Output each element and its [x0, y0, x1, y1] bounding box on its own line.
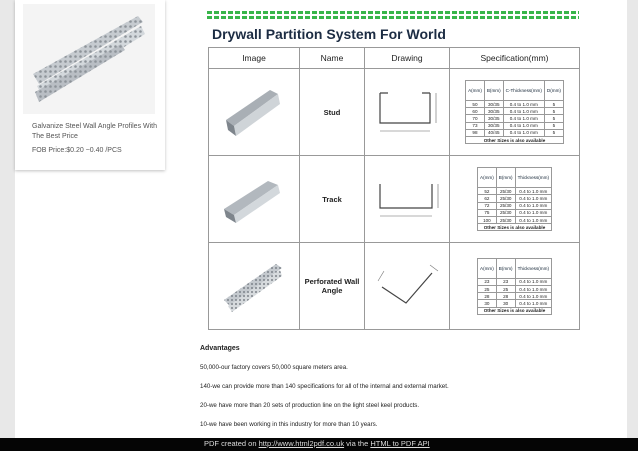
- spec-cell: 5: [544, 122, 563, 129]
- spec-note: Other Sizes is also available: [478, 307, 552, 314]
- spec-cell: 28: [478, 293, 497, 300]
- perforated-angle-icon: [218, 254, 290, 316]
- spec-cell: 25/30: [496, 188, 515, 195]
- product-price: FOB Price:$0.20 ~0.40 /PCS: [32, 147, 122, 154]
- spec-cell: 25: [478, 285, 497, 292]
- header-spec: Specification(mm): [450, 48, 580, 69]
- stud-spec-table: [465, 80, 564, 144]
- track-drawing-cell: [365, 156, 450, 243]
- spec-cell: 73: [466, 122, 485, 129]
- table-row: [209, 243, 580, 330]
- spec-cell: 0.4 to 1.0 mm: [503, 108, 544, 115]
- spec-cell: 0.4 to 1.0 mm: [515, 195, 551, 202]
- spec-cell: 0.4 to 1.0 mm: [515, 300, 551, 307]
- spec-cell: 5: [544, 101, 563, 108]
- spec-header: B(mm): [496, 258, 515, 278]
- page-title: Drywall Partition System For World: [212, 26, 446, 42]
- angle-image-cell: [209, 243, 300, 330]
- spec-cell: 0.4 to 1.0 mm: [515, 278, 551, 285]
- stud-drawing-cell: [365, 69, 450, 156]
- stud-spec-cell: [450, 69, 580, 156]
- product-card[interactable]: [15, 0, 165, 170]
- advantages-heading: Advantages: [200, 345, 240, 352]
- footer-link-html2pdf[interactable]: http://www.html2pdf.co.uk: [258, 439, 345, 448]
- spec-header: A(mm): [466, 80, 485, 100]
- spec-cell: 52: [478, 188, 497, 195]
- spec-header: Thickness(mm): [515, 258, 551, 278]
- stud-drawing-icon: [370, 83, 444, 139]
- spec-cell: 5: [544, 108, 563, 115]
- spec-header: B(mm): [496, 168, 515, 188]
- spec-cell: 30: [496, 300, 515, 307]
- stud-profile-icon: [218, 80, 290, 142]
- spec-cell: 0.4 to 1.0 mm: [515, 285, 551, 292]
- angle-bead-icon: [23, 4, 155, 114]
- spec-cell: 25: [496, 285, 515, 292]
- track-spec-cell: [450, 156, 580, 243]
- angle-spec-cell: [450, 243, 580, 330]
- table-header-row: [209, 48, 580, 69]
- angle-drawing-icon: [370, 257, 444, 313]
- advantage-item: 50,000-our factory covers 50,000 square meters area.: [200, 364, 348, 371]
- spec-cell: 100: [478, 216, 497, 223]
- spec-cell: 0.4 to 1.0 mm: [503, 101, 544, 108]
- spec-cell: 25/30: [496, 209, 515, 216]
- spec-cell: 0.4 to 1.0 mm: [503, 122, 544, 129]
- footer-prefix: PDF created on: [204, 439, 259, 448]
- spec-cell: 30: [478, 300, 497, 307]
- spec-cell: 30/35: [484, 122, 503, 129]
- green-divider: [207, 9, 579, 19]
- spec-cell: 98: [466, 129, 485, 136]
- header-drawing: Drawing: [365, 48, 450, 69]
- spec-note: Other Sizes is also available: [466, 137, 564, 144]
- spec-cell: 0.4 to 1.0 mm: [515, 188, 551, 195]
- spec-cell: 0.4 to 1.0 mm: [503, 115, 544, 122]
- spec-cell: 0.4 to 1.0 mm: [515, 293, 551, 300]
- angle-spec-table: [477, 258, 552, 315]
- advantage-item: 10-we have been working in this industry for more than 10 years.: [200, 421, 378, 428]
- spec-cell: 28: [496, 293, 515, 300]
- track-name: Track: [300, 156, 365, 243]
- spec-cell: 50: [466, 101, 485, 108]
- spec-header: C-Thickness(mm): [503, 80, 544, 100]
- track-image-cell: [209, 156, 300, 243]
- spec-cell: 75: [478, 209, 497, 216]
- advantage-item: 140-we can provide more than 140 specifications for all of the internal and external market.: [200, 383, 449, 390]
- footer-text: [204, 439, 430, 448]
- table-row: [209, 156, 580, 243]
- spec-cell: 25/30: [496, 195, 515, 202]
- spec-cell: 72: [478, 202, 497, 209]
- spec-header: A(mm): [478, 258, 497, 278]
- stud-image-cell: [209, 69, 300, 156]
- spec-cell: 0.4 to 1.0 mm: [515, 202, 551, 209]
- header-image: Image: [209, 48, 300, 69]
- spec-cell: 5: [544, 115, 563, 122]
- spec-cell: 40/45: [484, 129, 503, 136]
- spec-cell: 5: [544, 129, 563, 136]
- spec-table: [208, 47, 580, 330]
- spec-cell: 0.4 to 1.0 mm: [515, 209, 551, 216]
- advantage-item: 20-we have more than 20 sets of production line on the light steel keel products.: [200, 402, 420, 409]
- spec-cell: 0.4 to 1.0 mm: [515, 216, 551, 223]
- spec-header: B(mm): [484, 80, 503, 100]
- spec-cell: 70: [466, 115, 485, 122]
- spec-header: D(mm): [544, 80, 563, 100]
- spec-cell: 23: [478, 278, 497, 285]
- spec-cell: 25/30: [496, 216, 515, 223]
- header-name: Name: [300, 48, 365, 69]
- table-row: [209, 69, 580, 156]
- spec-note: Other Sizes is also available: [478, 224, 552, 231]
- footer-link-api[interactable]: HTML to PDF API: [370, 439, 430, 448]
- footer-middle: via the: [344, 439, 371, 448]
- spec-cell: 25/30: [496, 202, 515, 209]
- pdf-footer: [0, 438, 638, 451]
- spec-cell: 23: [496, 278, 515, 285]
- track-spec-table: [477, 167, 552, 231]
- stud-name: Stud: [300, 69, 365, 156]
- product-title[interactable]: Galvanize Steel Wall Angle Profiles With The Best Price: [32, 123, 158, 140]
- spec-header: A(mm): [478, 168, 497, 188]
- angle-drawing-cell: [365, 243, 450, 330]
- spec-cell: 62: [478, 195, 497, 202]
- spec-cell: 60: [466, 108, 485, 115]
- track-profile-icon: [218, 167, 290, 229]
- spec-cell: 0.4 to 1.0 mm: [503, 129, 544, 136]
- spec-cell: 30/35: [484, 115, 503, 122]
- spec-cell: 30/35: [484, 108, 503, 115]
- angle-name: Perforated Wall Angle: [300, 243, 365, 330]
- spec-cell: 30/35: [484, 101, 503, 108]
- track-drawing-icon: [370, 170, 444, 226]
- spec-header: Thickness(mm): [515, 168, 551, 188]
